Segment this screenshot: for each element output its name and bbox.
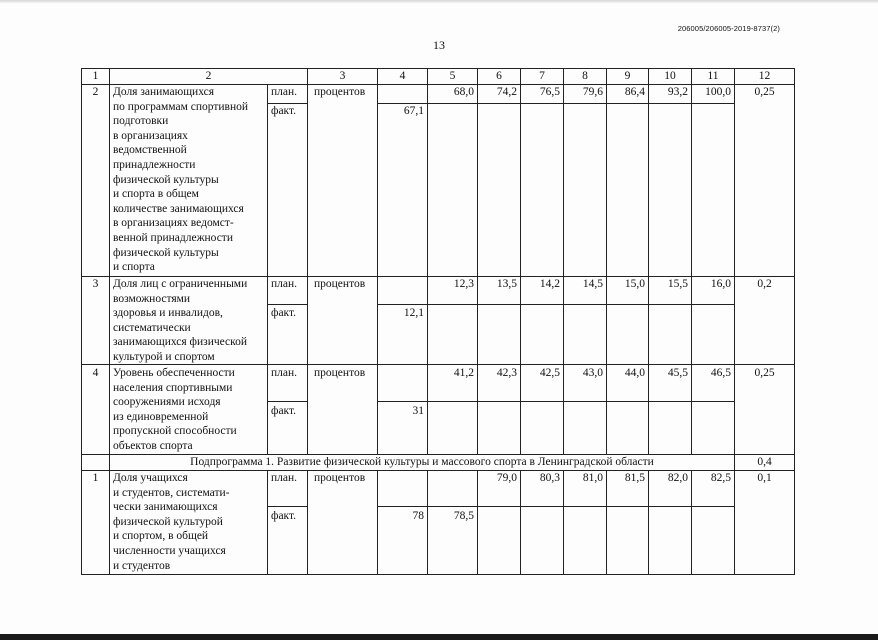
row-number: 4	[92, 367, 99, 379]
plan-value-col11: 16,0	[710, 278, 731, 290]
col-header-1: 1	[92, 70, 99, 82]
plan-value-col9: 81,5	[624, 472, 645, 484]
col-header-2: 2	[205, 70, 212, 82]
fact-label: факт.	[271, 307, 297, 319]
unit: процентов	[314, 472, 366, 484]
plan-value-col8: 43,0	[582, 367, 603, 379]
plan-value-col6: 42,3	[496, 367, 517, 379]
plan-value-col11: 82,5	[710, 472, 731, 484]
plan-value-col8: 14,5	[582, 278, 603, 290]
subprogram-title: Подпрограмма 1. Развитие физической культуры и массового спорта в Ленинградской области	[190, 456, 654, 468]
col-header-8: 8	[582, 70, 588, 82]
plan-value-col11: 100,0	[705, 86, 731, 98]
page-number: 13	[433, 38, 445, 52]
plan-value-col10: 15,5	[667, 278, 688, 290]
plan-value-col5: 68,0	[453, 86, 474, 98]
plan-value-col6: 74,2	[496, 86, 517, 98]
plan-value-col10: 45,5	[667, 367, 688, 379]
plan-value-col9: 86,4	[624, 86, 645, 98]
fact-value-col4: 67,1	[403, 105, 424, 117]
fact-value-col4: 31	[412, 405, 424, 417]
plan-value-col9: 15,0	[624, 278, 645, 290]
plan-value-col6: 79,0	[496, 472, 517, 484]
weight: 0,2	[757, 278, 772, 290]
col-header-3: 3	[339, 70, 346, 82]
col-header-10: 10	[664, 70, 676, 82]
plan-label: план.	[271, 472, 298, 484]
row-number: 3	[92, 278, 99, 290]
col-header-4: 4	[399, 70, 406, 82]
col-header-11: 11	[707, 70, 719, 82]
row-number: 1	[92, 472, 99, 484]
fact-value-col5: 78,5	[453, 510, 474, 522]
indicator-description: Доля занимающихся по программам спортивной подготовки в организациях ведомственной принадлежности физической культуры и спорта в общем количестве занимающихся в организациях ведомст- венной принадлежности физической культуры и спорта	[113, 86, 249, 274]
indicator-description: Уровень обеспеченности населения спортивными сооружениями исходя из единовременной пропускной способности объектов спорта	[113, 367, 237, 452]
weight: 0,25	[754, 86, 775, 98]
plan-value-col7: 80,3	[539, 472, 560, 484]
fact-label: факт.	[271, 105, 297, 117]
unit: процентов	[314, 278, 366, 290]
plan-value-col8: 79,6	[582, 86, 603, 98]
fact-label: факт.	[271, 510, 297, 522]
fact-value-col4: 12,1	[403, 307, 424, 319]
document-id: 206005/206005-2019-8737(2)	[677, 24, 780, 33]
fact-label: факт.	[271, 405, 297, 417]
col-header-6: 6	[496, 70, 502, 82]
plan-value-col10: 93,2	[667, 86, 688, 98]
weight: 0,1	[757, 472, 772, 484]
col-header-12: 12	[758, 70, 771, 82]
col-header-9: 9	[624, 70, 631, 82]
plan-label: план.	[271, 278, 298, 290]
plan-value-col10: 82,0	[667, 472, 688, 484]
indicator-description: Доля учащихся и студентов, системати- чески занимающихся физической культурой и спортом, в общей численности учащихся и студентов	[113, 472, 230, 572]
unit: процентов	[314, 86, 366, 98]
row-number: 2	[92, 86, 99, 98]
indicator-description: Доля лиц с ограниченными возможностями здоровья и инвалидов, систематически занимающихся физической культурой и спортом	[113, 278, 248, 363]
plan-value-col5: 41,2	[453, 367, 474, 379]
plan-value-col6: 13,5	[496, 278, 517, 290]
plan-value-col7: 76,5	[539, 86, 560, 98]
weight: 0,25	[754, 367, 775, 379]
plan-label: план.	[271, 86, 298, 98]
col-header-5: 5	[449, 70, 456, 82]
plan-value-col11: 46,5	[710, 367, 731, 379]
plan-value-col7: 14,2	[539, 278, 560, 290]
plan-label: план.	[271, 367, 298, 379]
col-header-7: 7	[539, 70, 545, 82]
unit: процентов	[314, 367, 366, 379]
plan-value-col9: 44,0	[624, 367, 645, 379]
subprogram-weight: 0,4	[757, 456, 772, 468]
fact-value-col4: 78	[412, 510, 424, 522]
plan-value-col7: 42,5	[539, 367, 560, 379]
plan-value-col8: 81,0	[582, 472, 603, 484]
plan-value-col5: 12,3	[453, 278, 474, 290]
